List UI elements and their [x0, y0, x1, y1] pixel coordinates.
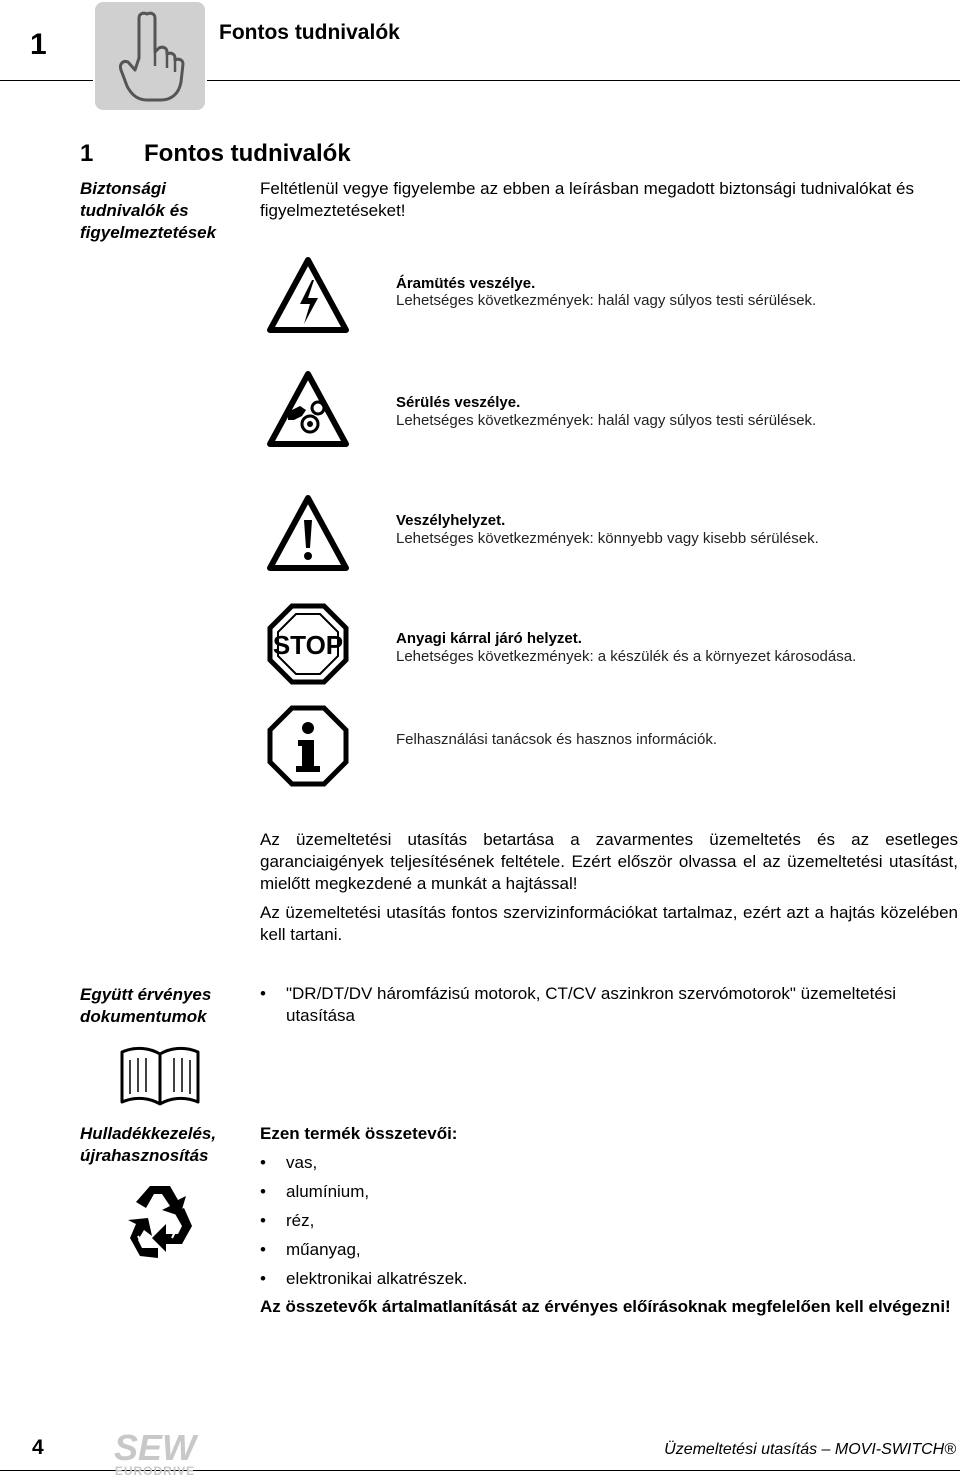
list-item: • műanyag, — [260, 1239, 960, 1261]
safety-label: Biztonsági tudnivalók és figyelmeztetések — [80, 179, 217, 242]
pointing-hand-icon — [95, 2, 205, 110]
safety-paragraph-2: Az üzemeltetési utasítás fontos szervizinformációkat tartalmaz, ezért azt a hajtás közelében kell tartani. — [260, 903, 958, 944]
document-title: Üzemeltetési utasítás – MOVI-SWITCH® — [664, 1441, 956, 1458]
recycle-icon — [116, 1176, 204, 1264]
list-item: • elektronikai alkatrészek. — [260, 1268, 960, 1290]
page-number: 4 — [32, 1436, 44, 1459]
section-number: 1 — [80, 140, 94, 167]
components-list — [260, 1152, 960, 1297]
safety-paragraph-1: Az üzemeltetési utasítás betartása a zavarmentes üzemeltetés és az esetleges garanciaigények teljesítésének feltétele. Ezért először olvassa el az üzemeltetési utasítást, mielőtt megkezdené a munkát a hajtással! — [260, 830, 958, 893]
waste-note: Az összetevők ártalmatlanítását az érvényes előírásoknak megfelelően kell elvégezni! — [260, 1297, 951, 1316]
list-item: • réz, — [260, 1210, 960, 1232]
warning-title: Sérülés veszélye. — [396, 394, 521, 411]
documents-list — [260, 983, 960, 1034]
electric-shock-warning-icon — [266, 254, 350, 338]
warning-text: Lehetséges következmények: halál vagy súlyos testi sérülések. — [396, 292, 817, 309]
injury-hazard-icon — [266, 368, 350, 452]
warning-title: Áramütés veszélye. — [396, 275, 536, 292]
list-item: • vas, — [260, 1152, 960, 1174]
section-title: Fontos tudnivalók — [144, 140, 351, 167]
list-item: • "DR/DT/DV háromfázisú motorok, CT/CV aszinkron szervómotorok" üzemeltetési utasítása — [260, 983, 960, 1027]
waste-heading: Ezen termék összetevői: — [260, 1124, 458, 1143]
stop-icon — [266, 602, 350, 686]
book-icon — [118, 1044, 202, 1108]
list-item: • alumínium, — [260, 1181, 960, 1203]
warning-text: Lehetséges következmények: a készülék és a környezet károsodása. — [396, 648, 857, 665]
warning-text: Lehetséges következmények: halál vagy súlyos testi sérülések. — [396, 412, 817, 429]
chapter-number: 1 — [30, 28, 47, 61]
info-text: Felhasználási tanácsok és hasznos információk. — [396, 731, 717, 748]
safety-intro: Feltétlenül vegye figyelembe az ebben a leírásban megadott biztonsági tudnivalókat és figyelmeztetéseket! — [260, 179, 914, 220]
warning-title: Anyagi kárral járó helyzet. — [396, 630, 582, 647]
documents-label: Együtt érvényes dokumentumok — [80, 985, 212, 1026]
header-rule-left — [0, 80, 93, 81]
waste-label: Hulladékkezelés, újrahasznosítás — [80, 1124, 217, 1165]
general-warning-icon — [266, 492, 350, 576]
header-rule-right — [207, 80, 960, 81]
svg-text:SEW: SEW — [113, 1428, 197, 1468]
header-title: Fontos tudnivalók — [219, 21, 400, 44]
svg-text:EURODRIVE: EURODRIVE — [114, 1464, 196, 1478]
warning-text: Lehetséges következmények: könnyebb vagy kisebb sérülések. — [396, 530, 819, 547]
info-icon — [266, 704, 350, 788]
svg-text:STOP: STOP — [272, 630, 344, 660]
warning-title: Veszélyhelyzet. — [396, 512, 506, 529]
sew-eurodrive-logo — [100, 1428, 210, 1478]
